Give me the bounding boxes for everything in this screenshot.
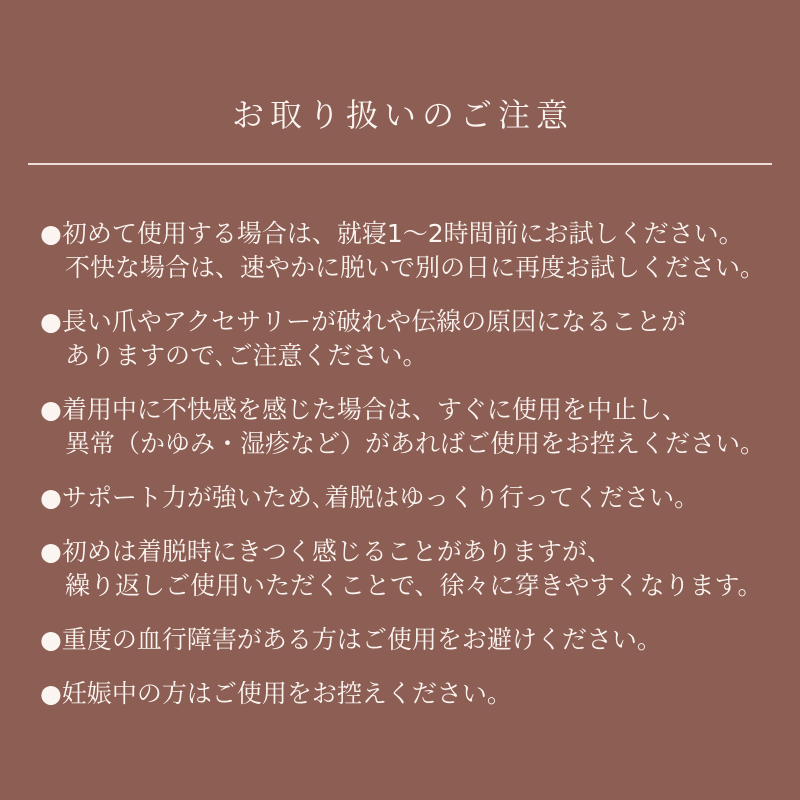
note-item-nails-accessories [40, 305, 770, 373]
note-line: ●サポート力が強いため､着脱はゆっくり行ってください。 [40, 483, 700, 512]
notes-list [40, 217, 770, 711]
title-divider [28, 163, 772, 165]
note-item-tight-at-first [40, 535, 770, 603]
note-line: 不快な場合は、速やかに脱いで別の日に再度お試しください。 [65, 253, 766, 282]
note-item-first-use [40, 217, 770, 285]
note-line: ●初めは着脱時にきつく感じることがありますが、 [40, 537, 612, 566]
note-line: 繰り返しご使用いただくことで、徐々に穿きやすくなります。 [65, 571, 763, 600]
note-item-circulatory-disorder [40, 623, 770, 657]
note-item-pregnancy [40, 677, 770, 711]
note-line: ●妊娠中の方はご使用をお控えください。 [40, 679, 512, 708]
note-item-discomfort [40, 393, 770, 461]
note-line: ●着用中に不快感を感じた場合は、すぐに使用を中止し、 [40, 395, 687, 424]
note-line: ●初めて使用する場合は、就寝1～2時間前にお試しください。 [40, 219, 744, 248]
note-line: ●重度の血行障害がある方はご使用をお避けください。 [40, 625, 662, 654]
note-line: 異常（かゆみ・湿疹など）があればご使用をお控えください。 [65, 429, 766, 458]
note-item-support-strength [40, 481, 770, 515]
note-line: ●長い爪やアクセサリーが破れや伝線の原因になることが [40, 307, 687, 336]
note-line: ありますので､ご注意ください。 [65, 341, 428, 370]
page-title: お取り扱いのご注意 [231, 96, 574, 134]
